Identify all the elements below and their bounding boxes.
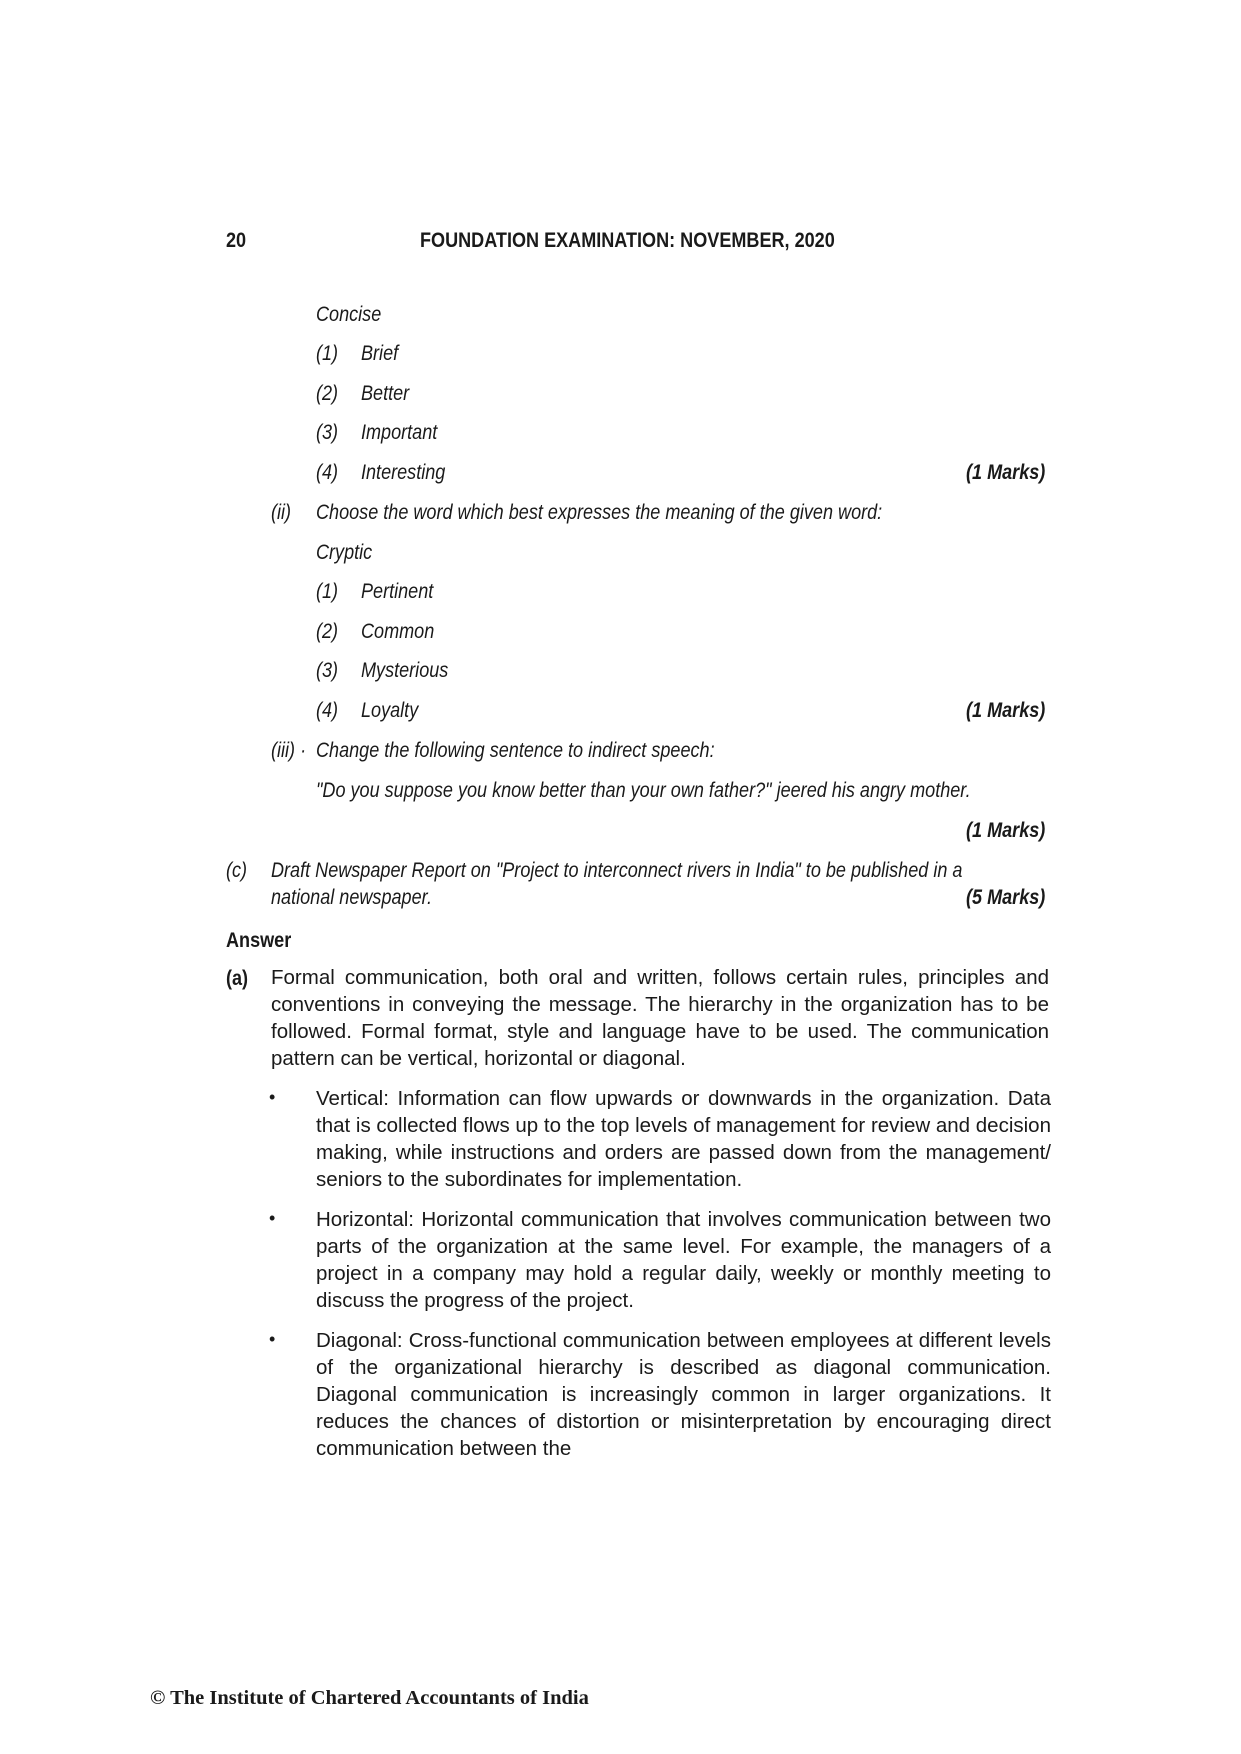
page-header-title: FOUNDATION EXAMINATION: NOVEMBER, 2020 bbox=[420, 229, 835, 252]
option-number: (1) bbox=[316, 342, 339, 365]
bullet-icon: • bbox=[269, 1208, 276, 1228]
question-text-line1: Draft Newspaper Report on "Project to interconnect rivers in India" to be published in a bbox=[271, 859, 963, 882]
question-word: Cryptic bbox=[316, 541, 373, 564]
question-word: Concise bbox=[316, 303, 382, 326]
option-text: Brief bbox=[361, 342, 399, 365]
option-text: Important bbox=[361, 421, 438, 444]
option-text: Loyalty bbox=[361, 699, 419, 722]
marks-label: (1 Marks) bbox=[966, 699, 1046, 722]
option-number: (3) bbox=[316, 659, 339, 682]
option-text: Better bbox=[361, 382, 410, 405]
marks-label: (5 Marks) bbox=[966, 886, 1046, 909]
bullet-text-diagonal: Diagonal: Cross-functional communication between employees at different levels of the organizational hierarchy is described as diagonal communication. Diagonal communication is increasingly common in larger organizations. It reduces the chances of distortion or misinterpretation by encouraging direct communication between the bbox=[316, 1329, 1051, 1460]
question-text-line2: national newspaper. bbox=[271, 886, 432, 909]
answer-intro: Formal communication, both oral and written, follows certain rules, principles and conventions in conveying the message. The hierarchy in the organization has to be followed. Formal format, style and language have to be used. The communication pattern can be vertical, horizontal or diagonal. bbox=[271, 966, 1049, 1070]
question-label: (c) bbox=[226, 859, 248, 882]
answer-heading: Answer bbox=[226, 929, 292, 952]
marks-label: (1 Marks) bbox=[966, 461, 1046, 484]
bullet-text-vertical: Vertical: Information can flow upwards or downwards in the organization. Data that is collected flows up to the top levels of management for review and decision making, while instructions and orders are passed down from the management/ seniors to the subordinates for implementation. bbox=[316, 1087, 1051, 1191]
option-number: (1) bbox=[316, 580, 339, 603]
bullet-icon: • bbox=[269, 1087, 276, 1107]
question-text: Choose the word which best expresses the meaning of the given word: bbox=[316, 501, 883, 524]
marks-label: (1 Marks) bbox=[966, 819, 1046, 842]
answer-label: (a) bbox=[226, 967, 249, 990]
option-text: Interesting bbox=[361, 461, 446, 484]
footer-copyright: © The Institute of Chartered Accountants of India bbox=[150, 1687, 589, 1709]
page-number: 20 bbox=[226, 229, 247, 252]
question-label: (iii) · bbox=[271, 739, 307, 762]
option-number: (4) bbox=[316, 699, 339, 722]
option-text: Common bbox=[361, 620, 435, 643]
option-number: (2) bbox=[316, 620, 339, 643]
bullet-icon: • bbox=[269, 1329, 276, 1349]
option-number: (3) bbox=[316, 421, 339, 444]
option-text: Pertinent bbox=[361, 580, 434, 603]
option-text: Mysterious bbox=[361, 659, 449, 682]
option-number: (4) bbox=[316, 461, 339, 484]
question-sentence: "Do you suppose you know better than your own father?" jeered his angry mother. bbox=[316, 779, 971, 802]
question-text: Change the following sentence to indirect speech: bbox=[316, 739, 715, 762]
question-label: (ii) bbox=[271, 501, 292, 524]
bullet-text-horizontal: Horizontal: Horizontal communication that involves communication between two parts of the organization at the same level. For example, the managers of a project in a company may hold a regular daily, weekly or monthly meeting to discuss the progress of the project. bbox=[316, 1208, 1051, 1312]
option-number: (2) bbox=[316, 382, 339, 405]
